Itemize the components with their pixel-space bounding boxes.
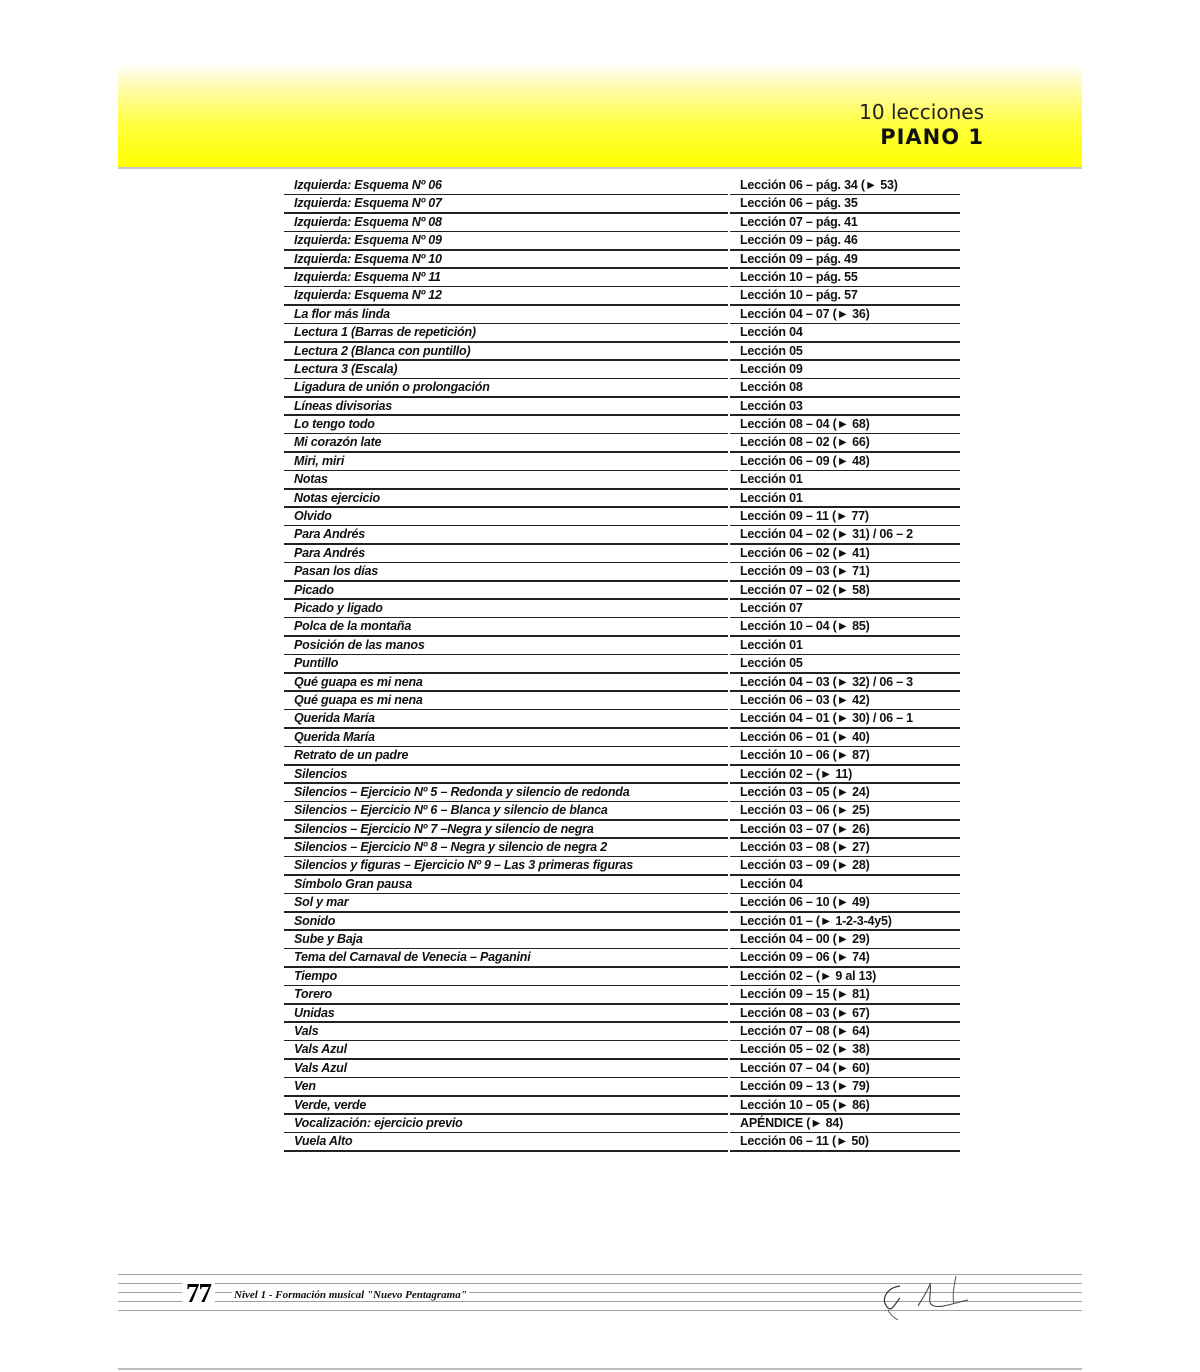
index-row bbox=[284, 508, 960, 526]
index-row bbox=[284, 324, 960, 342]
entry-title: Tiempo bbox=[294, 968, 338, 983]
entry-lesson: Lección 06 – 09 (► 48) bbox=[740, 453, 870, 468]
document-page bbox=[118, 64, 1082, 1364]
entry-lesson: Lección 09 – 06 (► 74) bbox=[740, 950, 870, 965]
index-row bbox=[284, 600, 960, 618]
entry-lesson: Lección 04 – 03 (► 32) / 06 – 3 bbox=[740, 674, 913, 689]
entry-title: Verde, verde bbox=[294, 1097, 367, 1112]
entry-lesson: Lección 10 – pág. 55 bbox=[740, 269, 858, 284]
entry-lesson: Lección 04 – 01 (► 30) / 06 – 1 bbox=[740, 711, 913, 726]
entry-title: Torero bbox=[294, 987, 332, 1002]
index-row bbox=[284, 1005, 960, 1023]
entry-title: Polca de la montaña bbox=[294, 619, 412, 634]
entry-title: Tema del Carnaval de Venecia – Paganini bbox=[294, 950, 531, 965]
entry-lesson: Lección 04 bbox=[740, 876, 803, 891]
index-row bbox=[284, 306, 960, 324]
entry-title: Sonido bbox=[294, 913, 336, 928]
entry-title: Lectura 3 (Escala) bbox=[294, 361, 398, 376]
entry-title: Puntillo bbox=[294, 656, 339, 671]
entry-title: Izquierda: Esquema Nº 08 bbox=[294, 214, 442, 229]
index-row bbox=[284, 545, 960, 563]
index-row bbox=[284, 398, 960, 416]
entry-title: Mi corazón late bbox=[294, 435, 382, 450]
index-row bbox=[284, 1133, 960, 1151]
entry-lesson: Lección 09 – pág. 49 bbox=[740, 251, 858, 266]
entry-title: Silencios y figuras – Ejercicio Nº 9 – Las 3 primeras figuras bbox=[294, 858, 634, 873]
row-rule bbox=[284, 1150, 728, 1152]
index-row bbox=[284, 949, 960, 967]
index-row bbox=[284, 490, 960, 508]
entry-title: Notas ejercicio bbox=[294, 490, 380, 505]
index-list bbox=[284, 177, 960, 1152]
entry-title: Silencios bbox=[294, 766, 348, 781]
entry-lesson: Lección 01 – (► 1-2-3-4y5) bbox=[740, 913, 892, 928]
entry-lesson: Lección 07 – pág. 41 bbox=[740, 214, 858, 229]
index-row bbox=[284, 839, 960, 857]
entry-lesson: Lección 04 – 07 (► 36) bbox=[740, 306, 870, 321]
entry-title: Para Andrés bbox=[294, 545, 365, 560]
entry-title: Picado y ligado bbox=[294, 600, 383, 615]
entry-lesson: Lección 09 bbox=[740, 361, 803, 376]
entry-title: Pasan los días bbox=[294, 564, 379, 579]
index-row bbox=[284, 471, 960, 489]
entry-title: Ven bbox=[294, 1079, 316, 1094]
entry-lesson: Lección 02 – (► 11) bbox=[740, 766, 853, 781]
index-row bbox=[284, 931, 960, 949]
entry-lesson: Lección 08 – 02 (► 66) bbox=[740, 435, 870, 450]
entry-title: Izquierda: Esquema Nº 12 bbox=[294, 288, 442, 303]
entry-title: Izquierda: Esquema Nº 09 bbox=[294, 233, 442, 248]
index-row bbox=[284, 894, 960, 912]
index-row bbox=[284, 766, 960, 784]
index-row bbox=[284, 563, 960, 581]
index-row bbox=[284, 986, 960, 1004]
entry-lesson: Lección 06 – 10 (► 49) bbox=[740, 895, 870, 910]
index-row bbox=[284, 214, 960, 232]
entry-lesson: Lección 09 – 13 (► 79) bbox=[740, 1079, 870, 1094]
entry-title: Símbolo Gran pausa bbox=[294, 876, 412, 891]
index-row bbox=[284, 251, 960, 269]
entry-lesson: Lección 05 bbox=[740, 343, 803, 358]
entry-lesson: Lección 04 – 00 (► 29) bbox=[740, 932, 870, 947]
entry-lesson: Lección 05 – 02 (► 38) bbox=[740, 1042, 870, 1057]
entry-title: Querida María bbox=[294, 729, 375, 744]
index-row bbox=[284, 692, 960, 710]
index-row bbox=[284, 729, 960, 747]
entry-title: Lectura 2 (Blanca con puntillo) bbox=[294, 343, 471, 358]
entry-title: Lo tengo todo bbox=[294, 417, 375, 432]
page-header bbox=[118, 64, 1082, 169]
entry-lesson: Lección 07 – 02 (► 58) bbox=[740, 582, 870, 597]
index-row bbox=[284, 710, 960, 728]
page-footer bbox=[118, 1272, 1082, 1322]
entry-lesson: Lección 05 bbox=[740, 656, 803, 671]
entry-lesson: Lección 10 – 06 (► 87) bbox=[740, 748, 870, 763]
index-row bbox=[284, 269, 960, 287]
entry-title: Lectura 1 (Barras de repetición) bbox=[294, 325, 476, 340]
index-row bbox=[284, 1023, 960, 1041]
index-row bbox=[284, 582, 960, 600]
entry-title: Silencios – Ejercicio Nº 8 – Negra y silencio de negra 2 bbox=[294, 840, 607, 855]
entry-title: La flor más linda bbox=[294, 306, 390, 321]
entry-lesson: Lección 02 – (► 9 al 13) bbox=[740, 968, 877, 983]
entry-title: Vals bbox=[294, 1023, 319, 1038]
index-row bbox=[284, 526, 960, 544]
index-row bbox=[284, 747, 960, 765]
entry-lesson: Lección 01 bbox=[740, 490, 803, 505]
entry-lesson: Lección 06 – pág. 34 (► 53) bbox=[740, 178, 898, 192]
entry-lesson: Lección 08 – 04 (► 68) bbox=[740, 417, 870, 432]
entry-lesson: Lección 07 – 08 (► 64) bbox=[740, 1023, 870, 1038]
entry-title: Notas bbox=[294, 472, 328, 487]
header-subtitle: 10 lecciones bbox=[859, 100, 984, 124]
entry-lesson: Lección 09 – 03 (► 71) bbox=[740, 564, 870, 579]
page-number: 77 bbox=[182, 1278, 215, 1309]
entry-lesson: Lección 09 – pág. 46 bbox=[740, 233, 858, 248]
signature-icon bbox=[878, 1264, 988, 1324]
entry-title: Izquierda: Esquema Nº 10 bbox=[294, 251, 442, 266]
entry-lesson: Lección 10 – pág. 57 bbox=[740, 288, 858, 303]
entry-lesson: Lección 04 – 02 (► 31) / 06 – 2 bbox=[740, 527, 913, 542]
entry-title: Unidas bbox=[294, 1005, 335, 1020]
entry-lesson: Lección 08 – 03 (► 67) bbox=[740, 1005, 870, 1020]
entry-lesson: Lección 10 – 04 (► 85) bbox=[740, 619, 870, 634]
header-title: PIANO 1 bbox=[880, 125, 984, 149]
entry-lesson: Lección 09 – 15 (► 81) bbox=[740, 987, 870, 1002]
index-row bbox=[284, 821, 960, 839]
entry-title: Picado bbox=[294, 582, 334, 597]
index-row bbox=[284, 802, 960, 820]
entry-title: Izquierda: Esquema Nº 11 bbox=[294, 269, 441, 284]
entry-title: Posición de las manos bbox=[294, 637, 425, 652]
index-row bbox=[284, 1115, 960, 1133]
entry-lesson: Lección 03 – 08 (► 27) bbox=[740, 840, 870, 855]
index-row bbox=[284, 287, 960, 305]
entry-lesson: Lección 08 bbox=[740, 380, 803, 395]
index-row bbox=[284, 177, 960, 195]
entry-title: Sube y Baja bbox=[294, 932, 363, 947]
entry-lesson: Lección 04 bbox=[740, 325, 803, 340]
index-row bbox=[284, 1097, 960, 1115]
index-row bbox=[284, 784, 960, 802]
entry-title: Vuela Alto bbox=[294, 1134, 353, 1149]
entry-lesson: Lección 07 bbox=[740, 600, 803, 615]
entry-title: Silencios – Ejercicio Nº 5 – Redonda y silencio de redonda bbox=[294, 784, 630, 799]
entry-title: Sol y mar bbox=[294, 895, 349, 910]
entry-title: Silencios – Ejercicio Nº 6 – Blanca y silencio de blanca bbox=[294, 803, 608, 818]
entry-title: Olvido bbox=[294, 509, 332, 524]
entry-title: Qué guapa es mi nena bbox=[294, 674, 423, 689]
entry-lesson: Lección 01 bbox=[740, 472, 803, 487]
page-bottom-border bbox=[118, 1368, 1082, 1370]
entry-title: Para Andrés bbox=[294, 527, 365, 542]
index-row bbox=[284, 618, 960, 636]
entry-lesson: Lección 03 – 09 (► 28) bbox=[740, 858, 870, 873]
entry-title: Vals Azul bbox=[294, 1060, 347, 1075]
index-row bbox=[284, 857, 960, 875]
index-row bbox=[284, 1078, 960, 1096]
entry-title: Vocalización: ejercicio previo bbox=[294, 1115, 463, 1130]
index-row bbox=[284, 674, 960, 692]
entry-lesson: Lección 06 – 01 (► 40) bbox=[740, 729, 870, 744]
entry-lesson: Lección 03 – 06 (► 25) bbox=[740, 803, 870, 818]
index-row bbox=[284, 1060, 960, 1078]
entry-lesson: Lección 06 – 11 (► 50) bbox=[740, 1134, 869, 1149]
entry-lesson: Lección 07 – 04 (► 60) bbox=[740, 1060, 870, 1075]
index-row bbox=[284, 379, 960, 397]
entry-lesson: APÉNDICE (► 84) bbox=[740, 1115, 844, 1130]
entry-title: Qué guapa es mi nena bbox=[294, 692, 423, 707]
index-row bbox=[284, 1041, 960, 1059]
index-row bbox=[284, 637, 960, 655]
index-row bbox=[284, 655, 960, 673]
entry-title: Querida María bbox=[294, 711, 375, 726]
entry-title: Vals Azul bbox=[294, 1042, 347, 1057]
index-row bbox=[284, 195, 960, 213]
entry-title: Retrato de un padre bbox=[294, 748, 409, 763]
index-row bbox=[284, 232, 960, 250]
row-rule bbox=[730, 1150, 960, 1152]
entry-lesson: Lección 03 – 07 (► 26) bbox=[740, 821, 870, 836]
entry-lesson: Lección 03 bbox=[740, 398, 803, 413]
entry-lesson: Lección 06 – pág. 35 bbox=[740, 196, 858, 211]
index-row bbox=[284, 876, 960, 894]
index-row bbox=[284, 434, 960, 452]
index-row bbox=[284, 968, 960, 986]
entry-title: Izquierda: Esquema Nº 06 bbox=[294, 178, 442, 192]
entry-lesson: Lección 10 – 05 (► 86) bbox=[740, 1097, 870, 1112]
entry-title: Izquierda: Esquema Nº 07 bbox=[294, 196, 442, 211]
entry-title: Ligadura de unión o prolongación bbox=[294, 380, 490, 395]
entry-title: Silencios – Ejercicio Nº 7 –Negra y silencio de negra bbox=[294, 821, 594, 836]
footer-text: Nivel 1 - Formación musical "Nuevo Pentagrama" bbox=[234, 1289, 467, 1301]
entry-lesson: Lección 06 – 03 (► 42) bbox=[740, 692, 870, 707]
entry-lesson: Lección 03 – 05 (► 24) bbox=[740, 784, 870, 799]
entry-lesson: Lección 09 – 11 (► 77) bbox=[740, 509, 869, 524]
index-row bbox=[284, 343, 960, 361]
index-row bbox=[284, 453, 960, 471]
index-row bbox=[284, 913, 960, 931]
index-row bbox=[284, 361, 960, 379]
entry-lesson: Lección 01 bbox=[740, 637, 803, 652]
entry-title: Miri, miri bbox=[294, 453, 345, 468]
entry-lesson: Lección 06 – 02 (► 41) bbox=[740, 545, 870, 560]
entry-title: Líneas divisorias bbox=[294, 398, 393, 413]
index-row bbox=[284, 416, 960, 434]
